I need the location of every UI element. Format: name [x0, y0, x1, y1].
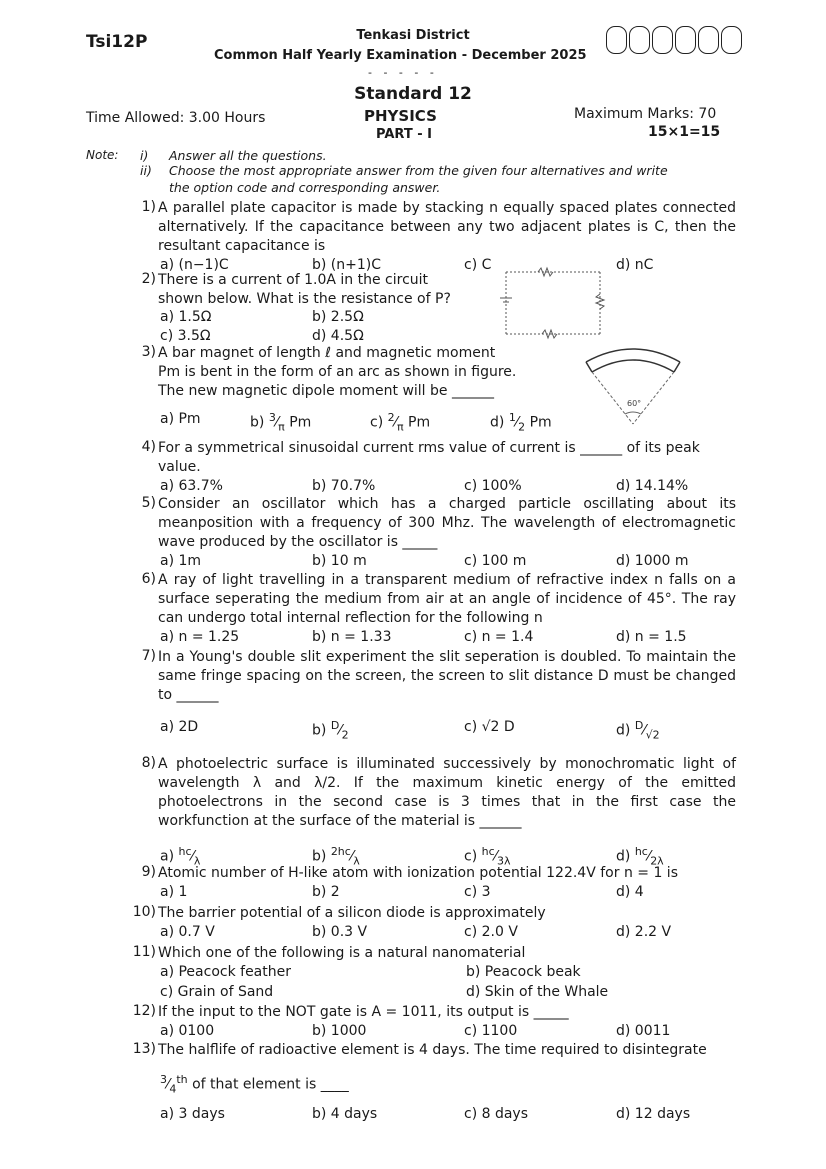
- bent-magnet-diagram: [580, 340, 690, 435]
- option-b: b) 1000: [312, 1023, 367, 1039]
- question-number: 1): [141, 199, 156, 215]
- question-number: 8): [141, 755, 156, 771]
- register-box: [606, 26, 627, 54]
- register-box: [652, 26, 673, 54]
- option-c: c) 1100: [464, 1023, 518, 1039]
- option-a: a) 1: [160, 884, 188, 900]
- question-8: [130, 755, 736, 869]
- option-b: b) n = 1.33: [312, 629, 392, 645]
- exam-title: Common Half Yearly Examination - December 2025: [214, 48, 587, 63]
- option-d: d) $^1⁄_2$ Pm: [490, 411, 552, 434]
- option-c: c) 3.5Ω: [160, 328, 211, 344]
- question-number: 5): [141, 495, 156, 511]
- question-6: [130, 571, 736, 648]
- option-d: d) $^D⁄_{√2}$: [616, 719, 660, 742]
- question-number: 13): [132, 1041, 156, 1057]
- option-d: d) 4.5Ω: [312, 328, 364, 344]
- question-5: [130, 495, 736, 572]
- question-text: A parallel plate capacitor is made by stacking n equally spaced plates connected alternatively. If the capacitance between any two adjacent plates is C, then the resultant capacitance is: [158, 200, 736, 254]
- option-b: b) $^{2hc}⁄_\lambda$: [312, 845, 360, 868]
- question-number: 7): [141, 648, 156, 664]
- question-text: There is a current of 1.0A in the circuit: [158, 272, 429, 288]
- option-c: c) 100%: [464, 478, 522, 494]
- option-d: d) 1000 m: [616, 553, 689, 569]
- angle-label: 60°: [627, 399, 642, 408]
- question-text: The halflife of radioactive element is 4 days. The time required to disintegrate: [158, 1042, 707, 1058]
- option-c: c) 100 m: [464, 553, 527, 569]
- option-b: b) $^3⁄_\pi$ Pm: [250, 411, 312, 434]
- option-c: c) n = 1.4: [464, 629, 534, 645]
- option-b: b) 2.5Ω: [312, 309, 364, 325]
- question-text-continued: $^3⁄_4^{th}$ of that element is ____: [160, 1073, 349, 1096]
- register-box: [698, 26, 719, 54]
- option-b: b) 0.3 V: [312, 924, 368, 940]
- paper-code: Tsi12P: [86, 32, 148, 52]
- register-number-boxes: [606, 26, 744, 54]
- option-a: a) n = 1.25: [160, 629, 240, 645]
- note-i-number: i): [140, 148, 149, 163]
- option-b: b) 70.7%: [312, 478, 376, 494]
- header-dashes: - - - - -: [368, 66, 438, 79]
- option-a: a) 1.5Ω: [160, 309, 212, 325]
- circuit-diagram: [494, 262, 614, 342]
- part-title: PART - I: [376, 127, 432, 142]
- register-box: [675, 26, 696, 54]
- question-number: 6): [141, 571, 156, 587]
- question-number: 10): [132, 904, 156, 920]
- question-7: [130, 648, 736, 743]
- option-d: d) 0011: [616, 1023, 671, 1039]
- option-d: d) $^{hc}⁄_{2\lambda}$: [616, 845, 664, 868]
- marks-scheme: 15×1=15: [648, 124, 721, 140]
- option-d: d) nC: [616, 257, 654, 273]
- option-c: c) $^2⁄_\pi$ Pm: [370, 411, 431, 434]
- district-title: Tenkasi District: [356, 28, 470, 43]
- option-a: a) Peacock feather: [160, 964, 291, 980]
- option-d: d) Skin of the Whale: [466, 984, 609, 1000]
- note-ii-text: Choose the most appropriate answer from the given four alternatives and write: [169, 163, 668, 178]
- maximum-marks: Maximum Marks: 70: [574, 106, 717, 122]
- option-a: a) (n−1)C: [160, 257, 229, 273]
- standard-title: Standard 12: [354, 84, 472, 104]
- question-number: 9): [141, 864, 156, 880]
- option-b: b) $^D⁄_2$: [312, 719, 349, 742]
- question-number: 12): [132, 1003, 156, 1019]
- question-text: In a Young's double slit experiment the slit seperation is doubled. To maintain the same fringe spacing on the screen, the screen to slit distance D must be changed to ______: [158, 649, 736, 703]
- question-4: [130, 439, 736, 497]
- question-text-continued: The new magnetic dipole moment will be ______: [158, 383, 494, 399]
- option-a: a) 0100: [160, 1023, 215, 1039]
- question-number: 3): [141, 344, 156, 360]
- option-b: b) 4 days: [312, 1106, 378, 1123]
- option-a: a) $^{hc}⁄_\lambda$: [160, 845, 201, 868]
- option-c: c) 3: [464, 884, 491, 900]
- option-c: c) C: [464, 257, 492, 273]
- question-9: [130, 864, 736, 903]
- option-a: a) 1m: [160, 553, 202, 569]
- option-a: a) 2D: [160, 719, 199, 735]
- option-b: b) (n+1)C: [312, 257, 382, 273]
- question-number: 2): [141, 271, 156, 287]
- question-11: [130, 944, 736, 1003]
- subject-title: PHYSICS: [364, 107, 437, 125]
- question-text: The barrier potential of a silicon diode is approximately: [158, 905, 546, 921]
- option-a: a) 0.7 V: [160, 924, 215, 940]
- question-text: Consider an oscillator which has a charged particle oscillating about its meanposition with a frequency of 300 Mhz. The wavelength of electromagnetic wave produced by the oscillator is _____: [158, 496, 736, 550]
- register-box: [629, 26, 650, 54]
- question-number: 11): [132, 944, 156, 960]
- option-b: b) 10 m: [312, 553, 367, 569]
- option-d: d) 4: [616, 884, 644, 900]
- option-c: c) $^{hc}⁄_{3\lambda}$: [464, 845, 511, 868]
- question-text-continued: Pm is bent in the form of an arc as shown in figure.: [158, 364, 517, 380]
- register-box: [721, 26, 742, 54]
- option-d: d) 12 days: [616, 1106, 691, 1123]
- option-c: c) 8 days: [464, 1106, 529, 1123]
- question-13: [130, 1041, 736, 1125]
- note-label: Note:: [86, 148, 119, 162]
- note-i-text: Answer all the questions.: [169, 148, 327, 163]
- question-text: A photoelectric surface is illuminated successively by monochromatic light of wavelength λ and λ/2. If the maximum kinetic energy of the emitted photoelectrons in the second case is 3 times that in the first case the workfunction at the surface of the material is ______: [158, 756, 736, 829]
- question-12: [130, 1003, 736, 1042]
- option-c: c) 2.0 V: [464, 924, 518, 940]
- question-10: [130, 904, 736, 943]
- option-a: a) 63.7%: [160, 478, 223, 494]
- question-text-continued: shown below. What is the resistance of P?: [158, 291, 451, 307]
- option-b: b) Peacock beak: [466, 964, 581, 980]
- question-text: Atomic number of H-like atom with ionization potential 122.4V for n = 1 is: [158, 865, 678, 881]
- time-allowed: Time Allowed: 3.00 Hours: [86, 110, 266, 126]
- option-d: d) n = 1.5: [616, 629, 687, 645]
- option-d: d) 2.2 V: [616, 924, 672, 940]
- option-b: b) 2: [312, 884, 340, 900]
- question-number: 4): [141, 439, 156, 455]
- question-2: [130, 271, 736, 347]
- option-a: a) 3 days: [160, 1106, 225, 1123]
- option-a: a) Pm: [160, 411, 201, 427]
- option-c: c) Grain of Sand: [160, 984, 274, 1000]
- option-d: d) 14.14%: [616, 478, 689, 494]
- option-c: c) √2 D: [464, 719, 515, 735]
- question-text: For a symmetrical sinusoidal current rms value of current is ______ of its peak value.: [158, 440, 700, 475]
- question-1: [130, 199, 736, 276]
- question-text: A bar magnet of length ℓ and magnetic moment: [158, 345, 496, 361]
- note-ii-text-continued: the option code and corresponding answer.: [169, 180, 441, 195]
- note-ii-number: ii): [140, 163, 152, 178]
- question-text: A ray of light travelling in a transparent medium of refractive index n falls on a surface seperating the medium from air at an angle of incidence of 45°. The ray can undergo total internal reflection for the following n: [158, 572, 736, 626]
- question-text: If the input to the NOT gate is A = 1011, its output is _____: [158, 1004, 569, 1020]
- question-text: Which one of the following is a natural nanomaterial: [158, 945, 526, 961]
